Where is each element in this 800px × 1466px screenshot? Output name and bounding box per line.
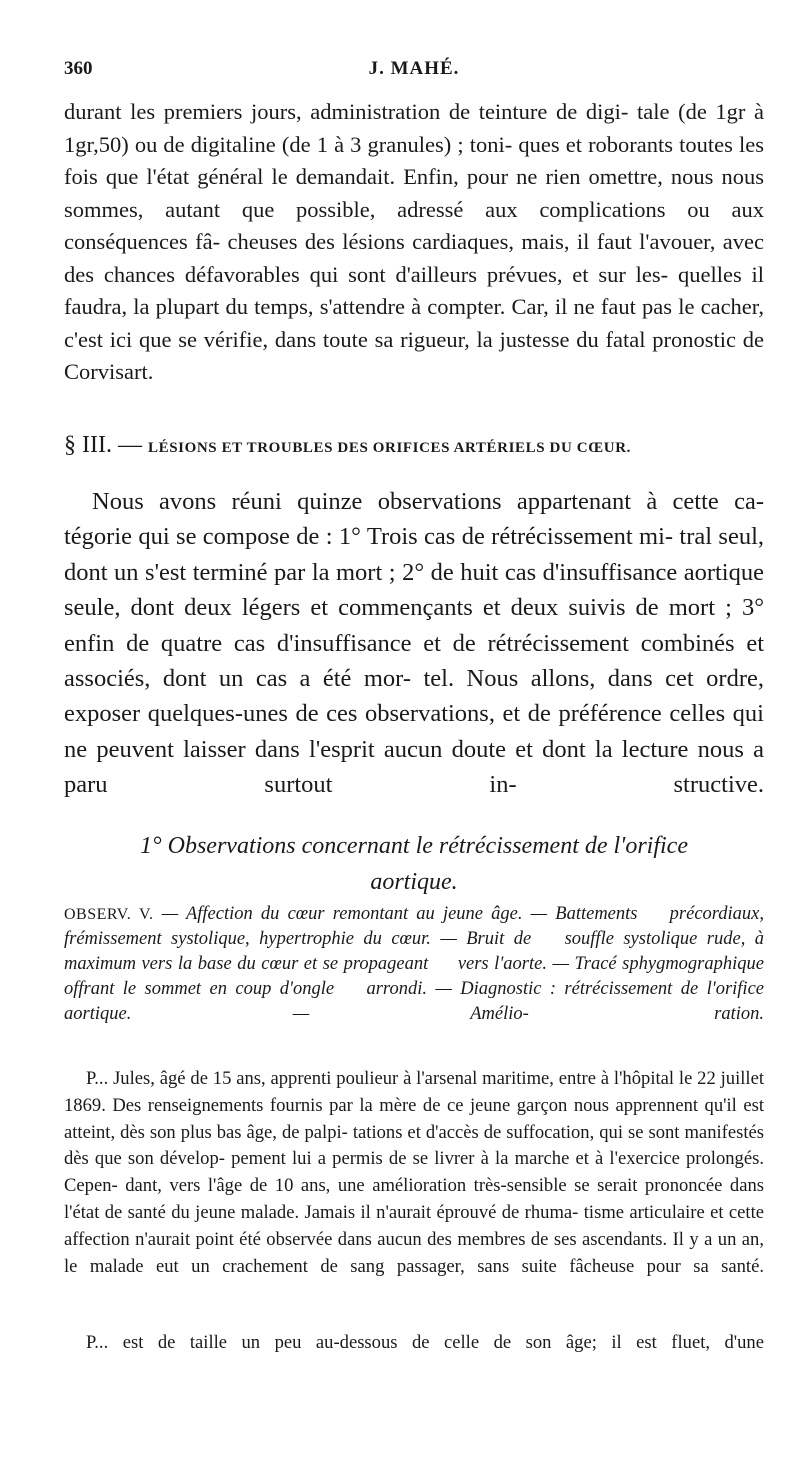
observation-summary [64,902,764,1027]
text-line: de rétrécissement combinés et associés, dont un cas a été mor- [64,629,764,693]
text-line: l'hôpital le 22 juillet 1869. Des renseignements fournis par la mère de ce [64,1068,764,1116]
section-number: § III. [64,432,112,458]
observation-title-line: — Affection du cœur remontant au jeune âge. — Battements [161,904,638,924]
text-line: d'insuffisance aortique seule, dont deux légers et commençants [64,558,764,622]
text-line: tations et d'accès de suffocation, qui se sont manifestés dès que son dévelop- [64,1121,764,1170]
observation-title-line: souffle systolique rude, à maximum vers la base du cœur et se propageant [64,929,764,974]
observation-title-line: ration. [714,1004,765,1024]
page-number: 360 [64,58,93,79]
text-line: tégorie qui se compose de : 1° Trois cas de rétrécissement mi- [64,523,674,551]
text-line: tel. Nous allons, dans cet ordre, exposer quelques-unes de ces [64,665,764,728]
final-line [64,1330,764,1357]
text-line: sa rigueur, la justesse du fatal pronostic de Corvisart. [64,326,764,384]
text-line: Nous avons réuni quinze observations appartenant à cette ca- [92,488,764,515]
observation-title-line: arrondi. — Diagnostic : rétrécissement de l'orifice aortique. — Amélio- [64,979,764,1024]
subsection-heading [64,828,764,900]
section-dash: — [117,432,142,458]
text-line: dans l'état de santé du jeune malade. Jamais il n'aurait éprouvé de rhuma- [64,1175,764,1223]
text-line: Car, il ne faut pas le cacher, c'est ici que se vérifie, dans toute [64,294,765,352]
text-line: structive. [673,771,765,799]
text-line: Enfin, pour ne rien omettre, nous nous sommes, autant que [64,164,764,222]
text-line: quelles il faudra, la plupart du temps, s'attendre à compter. [64,261,765,319]
running-title: J. MAHÉ. [368,58,460,79]
text-line: tisme articulaire et cette affection n'aurait point été observée dans aucun des [64,1201,764,1250]
intro-paragraph [64,484,764,803]
text-line: membres de ses ascendants. Il y a un an, le malade eut un crachement [64,1228,764,1277]
text-line: pement lui a permis de se livrer à la marche et à l'exercice prolongés. Cepen- [64,1148,764,1197]
text-line: P... Jules, âgé de 15 ans, apprenti poulieur à l'arsenal maritime, entre à [86,1068,610,1089]
section-title: LÉSIONS ET TROUBLES DES ORIFICES ARTÉRIELS DU CŒUR. [147,440,631,456]
text-line: jeune garçon nous apprennent qu'il est atteint, dès son plus bas âge, de palpi- [64,1094,764,1143]
observation-label: OBSERV. V. [64,906,154,923]
text-line: cheuses des lésions cardiaques, mais, il faut l'avouer, avec des [64,229,765,287]
continued-paragraph [64,96,764,389]
text-line: observations, et de préférence celles qui ne peuvent laisser dans [64,700,764,763]
text-line: tral seul, dont un s'est terminé par la mort ; 2° de huit cas [64,523,764,586]
running-header [64,58,764,84]
text-line: l'esprit aucun doute et dont la lecture nous a paru surtout in- [64,735,765,799]
subsection-heading-line: 1° Observations concernant le rétrécissement de l'orifice [140,833,688,859]
text-line: et deux suivis de mort ; 3° enfin de quatre cas d'insuffisance et [64,594,764,657]
text-line: dant, vers l'âge de 10 ans, une amélioration très-sensible se serait prononcée [125,1175,723,1197]
observation-title-line: précordiaux, frémissement systolique, hypertrophie du cœur. — Bruit de [64,904,765,949]
text-line: chances défavorables qui sont d'ailleurs prévues, et sur les- [103,261,669,287]
text-line: possible, adressé aux complications ou aux conséquences fâ- [64,196,764,254]
text-line: de sang passager, sans suite fâcheuse pour sa santé. [320,1255,764,1277]
section-heading [64,432,764,459]
text-line: ques et roborants toutes les fois que l'état général le demandait. [64,131,765,189]
text-line: P... est de taille un peu au-dessous de celle de son âge; il est fluet, d'une [86,1332,764,1353]
text-line: tale (de 1gr à 1gr,50) ou de digitaline (de 1 à 3 granules) ; toni- [64,99,765,157]
text-line: durant les premiers jours, administration de teinture de digi- [64,99,629,124]
case-history-paragraph [64,1066,764,1280]
observation-title-line: vers l'aorte. — Tracé sphygmographique offrant le sommet en coup d'ongle [64,954,764,999]
subsection-heading-line: aortique. [370,869,458,895]
